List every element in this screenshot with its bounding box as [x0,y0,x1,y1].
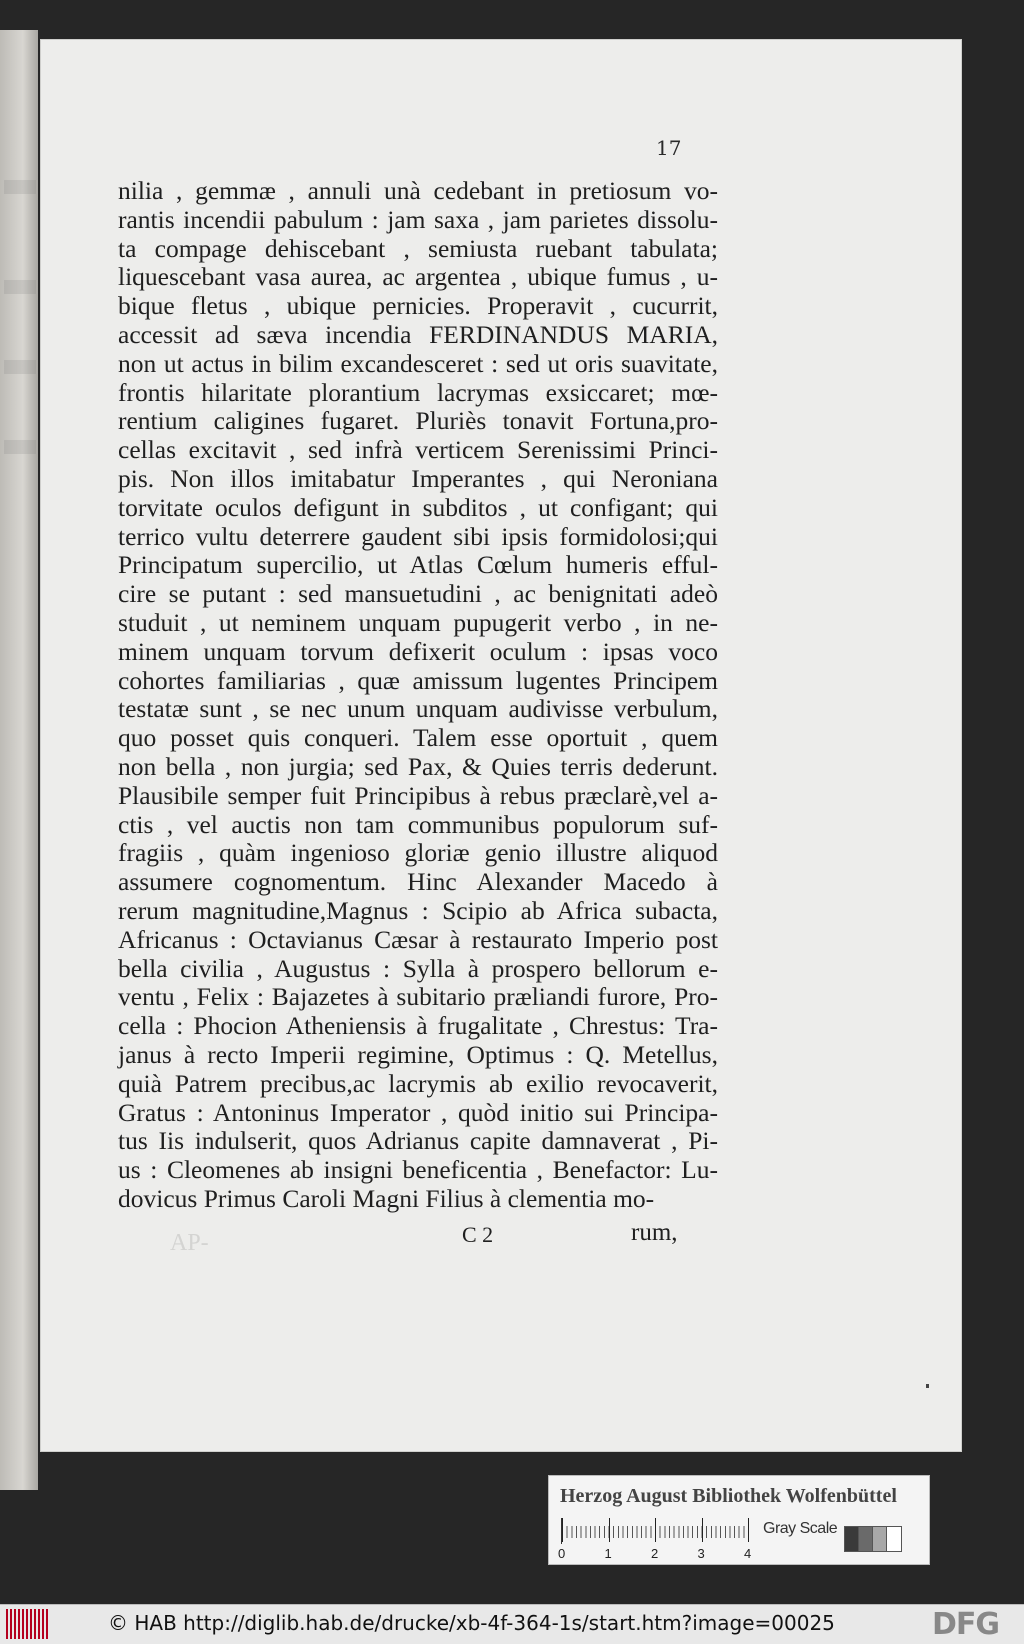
facing-page-text-shadow [4,280,36,294]
text-line: non bella , non jurgia; sed Pax, & Quies terris dederunt. [118,751,718,781]
text-line: nilia , gemmæ , annuli unà cedebant in pretiosum vo- [118,176,718,205]
library-color-card [548,1475,930,1565]
source-credit[interactable]: © HAB http://diglib.hab.de/drucke/xb-4f-364-1s/start.htm?image=00025 [108,1611,835,1635]
page-number: 17 [656,136,682,160]
ruler-label: 2 [651,1546,659,1561]
text-line: tus Iis indulserit, quos Adrianus capite damnaverat , Pi- [118,1126,718,1156]
text-line: frontis hilaritate plorantium lacrymas exsiccaret; mœ- [118,377,718,407]
bleed-through-text: AP- [170,1230,209,1256]
facing-page-text-shadow [4,360,36,374]
text-line: bella civilia , Augustus : Sylla à prospero bellorum e- [118,953,718,983]
ruler-label: 0 [558,1546,566,1561]
text-line: quià Patrem precibus,ac lacrymis ab exilio revocaverit, [118,1068,718,1098]
text-line: Gratus : Antoninus Imperator , quòd initio sui Principa- [118,1097,718,1127]
signature-mark: C 2 [462,1222,494,1247]
text-line: ta compage dehiscebant , semiusta ruebant tabulata; [118,233,718,263]
text-line: janus à recto Imperii regimine, Optimus : Q. Metellus, [118,1039,718,1069]
facing-page-text-shadow [4,180,36,194]
ruler-major-tick [748,1518,749,1542]
text-line: pis. Non illos imitabatur Imperantes , qui Neroniana [118,463,718,493]
text-line: rentium caligines fugaret. Pluriès tonavit Fortuna,pro- [118,406,718,436]
gray-swatch [886,1526,902,1552]
text-line: studuit , ut neminem unquam pupugerit verbo , in ne- [118,607,718,637]
facing-page-text-shadow [4,440,36,454]
text-line: quo posset quis conqueri. Talem esse oportuit , quem [118,723,718,753]
text-line: cire se putant : sed mansuetudini , ac benignitati adeò [118,579,718,609]
text-line: torvitate oculos defigunt in subditos , ut configant; qui [118,492,718,522]
text-line: cohortes familiarias , quæ amissum lugentes Principem [118,665,718,695]
ruler-major-tick [655,1518,656,1542]
text-line: liquescebant vasa aurea, ac argentea , ubique fumus , u- [118,262,718,292]
text-line: ctis , vel auctis non tam communibus populorum suf- [118,809,718,839]
ruler-label: 4 [744,1546,752,1561]
ruler-major-tick [702,1518,703,1542]
text-line: accessit ad sæva incendia FERDINANDUS MARIA, [118,319,718,349]
text-line: dovicus Primus Caroli Magni Filius à clementia mo- [118,1183,655,1213]
text-line: terrico vultu deterrere gaudent sibi ipsis formidolosi;qui [118,521,718,551]
text-line: fragiis , quàm ingenioso gloriæ genio illustre aliquod [118,838,718,868]
facing-page-edge [0,30,38,1490]
text-line: Africanus : Octavianus Cæsar à restaurato Imperio post [118,924,718,954]
text-line: cella : Phocion Atheniensis à frugalitate , Chrestus: Tra- [118,1011,718,1041]
text-line: Principatum supercilio, ut Atlas Cœlum humeris efful- [118,550,718,580]
library-name: Herzog August Bibliothek Wolfenbüttel [560,1485,897,1507]
text-line: rerum magnitudine,Magnus : Scipio ab Africa subacta, [118,895,718,925]
text-line: assumere cognomentum. Hinc Alexander Macedo à [118,867,718,897]
ruler-major-tick [609,1518,610,1542]
ruler-label: 1 [604,1546,612,1561]
text-line: rantis incendii pabulum : jam saxa , jam parietes dissolu- [118,204,718,234]
dfg-logo: DFG [932,1607,1000,1642]
catchword: rum, [631,1219,678,1246]
text-line: cellas excitavit , sed infrà verticem Serenissimi Princi- [118,435,718,465]
ruler-major-tick [562,1518,563,1542]
viewer-footer [0,1604,1024,1644]
text-line: ventu , Felix : Bajazetes à subitario præliandi furore, Pro- [118,982,718,1012]
barcode-icon [6,1609,48,1639]
text-line: non ut actus in bilim excandesceret : sed ut oris suavitate, [118,348,718,378]
paper-speck [926,1384,929,1388]
text-line: testatæ sunt , se nec unum unquam audivisse verbulum, [118,694,718,724]
text-line: minem unquam torvum defixerit oculum : ipsas voco [118,636,718,666]
text-line: bique fletus , ubique pernicies. Properavit , cucurrit, [118,291,718,321]
scale-ruler [561,1518,748,1544]
text-line: Plausibile semper fuit Principibus à rebus præclarè,vel a- [118,780,718,810]
body-text [118,177,718,1214]
gray-scale-label: Gray Scale [763,1520,838,1537]
text-line: us : Cleomenes ab insigni beneficentia , Benefactor: Lu- [118,1155,718,1185]
ruler-label: 3 [697,1546,705,1561]
